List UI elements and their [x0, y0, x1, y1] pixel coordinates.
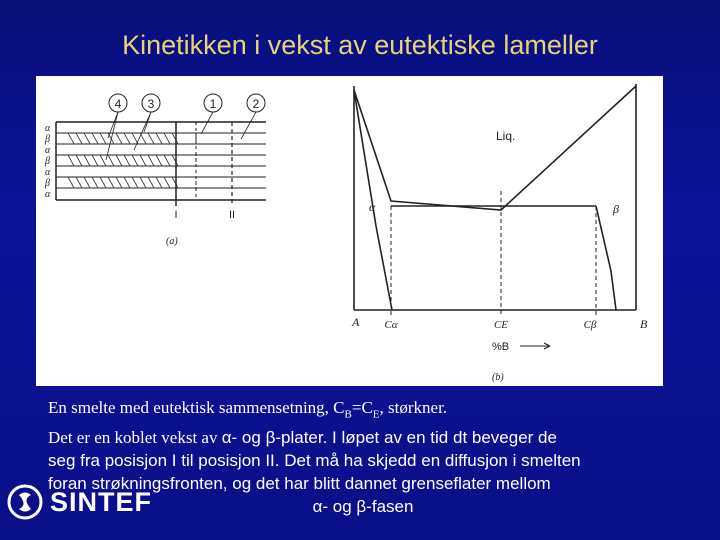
x-label-A: A: [352, 315, 360, 329]
circle-label-2: 2: [252, 97, 260, 111]
position-label-I: I: [174, 209, 178, 221]
slide-title: Kinetikken i vekst av eutektiske lameller: [122, 30, 598, 60]
axis-label-percent-b: %B: [492, 341, 510, 353]
phase-label-alpha: α: [45, 123, 51, 134]
phase-label-alpha: α: [45, 145, 51, 156]
figure-svg: [36, 76, 663, 386]
circle-label-3: 3: [147, 97, 155, 111]
x-label-c-alpha: Cα: [384, 319, 398, 331]
caption-line-5: α- og β-fasen: [312, 497, 414, 517]
x-label-c-beta: Cβ: [583, 319, 597, 331]
position-label-II: II: [228, 209, 236, 221]
caption-line-3: seg fra posisjon I til posisjon II. Det må ha skjedd en diffusjon i smelten: [48, 451, 581, 471]
beta-region-label: β: [613, 202, 619, 216]
circle-label-1: 1: [209, 97, 217, 111]
x-label-c-e: CE: [493, 319, 509, 331]
sintef-logo-text: SINTEF: [50, 486, 153, 517]
alpha-region-label: α: [369, 200, 376, 214]
figure-a: [56, 94, 266, 206]
caption-line-4: foran strøkningsfronten, og det har blitt dannet grenseflater mellom: [48, 474, 551, 494]
phase-label-alpha: α: [45, 167, 51, 178]
phase-label-beta: β: [45, 156, 50, 167]
sintef-logo-icon: [6, 483, 44, 521]
phase-label-beta: β: [45, 134, 50, 145]
circle-label-4: 4: [114, 97, 122, 111]
sintef-logo: [6, 482, 152, 522]
figure-a-caption: (a): [166, 236, 178, 247]
figure-b: [354, 84, 636, 349]
figure-b-caption: (b): [492, 372, 504, 383]
liquid-label: Liq.: [496, 129, 516, 143]
x-label-B: B: [640, 317, 648, 331]
caption-line-1: En smelte med eutektisk sammensetning, $C_B=C_E$, størkner.: [48, 398, 448, 421]
phase-label-beta: β: [45, 178, 50, 189]
figure-panel: [36, 76, 663, 386]
phase-label-alpha: α: [45, 189, 51, 200]
caption-line-2: Det er en koblet vekst av α- og β-plater. I løpet av en tid dt beveger de: [48, 428, 557, 448]
